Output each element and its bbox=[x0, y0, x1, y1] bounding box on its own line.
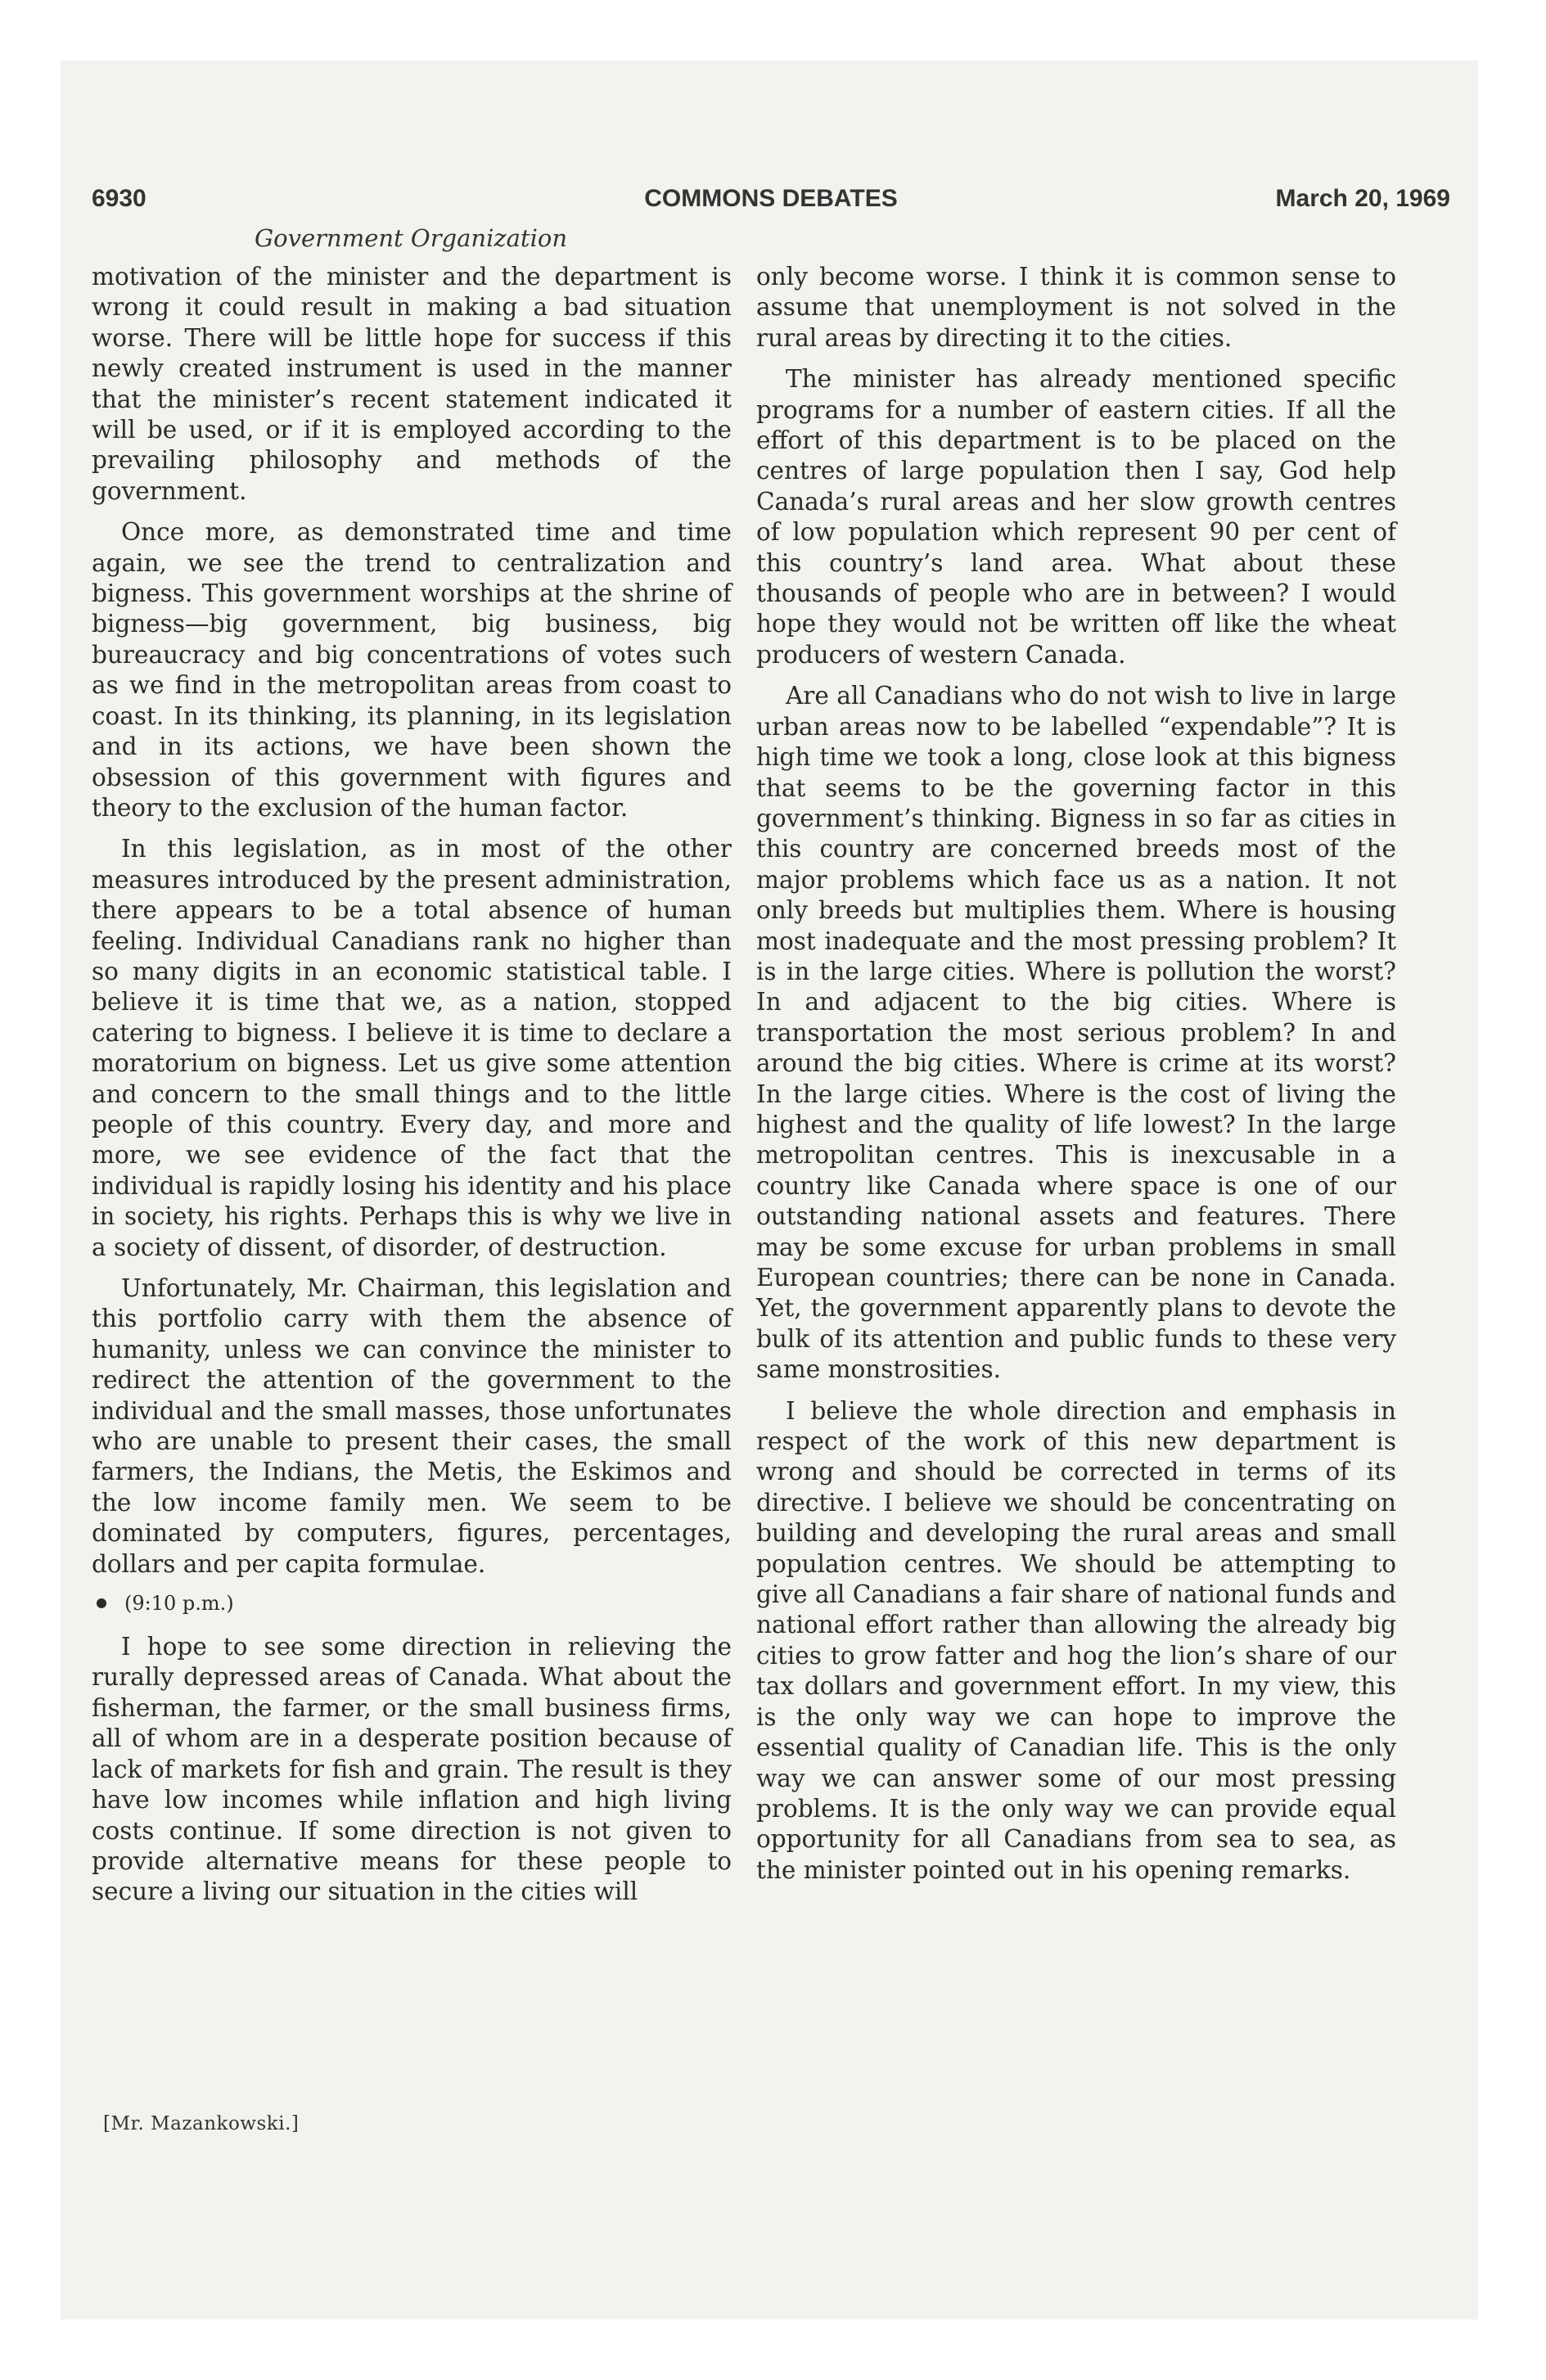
timestamp-text: (9:10 p.m.) bbox=[124, 1592, 234, 1616]
paragraph: Unfortunately, Mr. Chairman, this legislation and this portfolio carry with them the absence of humanity, unless we can convince the minister to redirect the attention of the government to the individual and the small masses, those unfortunates who are unable to present their cases, the small farmers, the Indians, the Metis, the Eskimos and the low income family men. We seem to be dominated by computers, figures, percentages, dollars and per capita formulae. bbox=[92, 1274, 732, 1578]
paragraph: motivation of the minister and the department is wrong it could result in making a bad situation worse. There will be little hope for success if this newly created instrument is used in the manner that the minister’s recent statement indicated it will be used, or if it is employed according to the prevailing philosophy and methods of the government. bbox=[92, 263, 732, 505]
paragraph: only become worse. I think it is common sense to assume that unemployment is not solved in the rural areas by directing it to the cities. bbox=[756, 263, 1396, 352]
header-date: March 20, 1969 bbox=[1275, 185, 1450, 212]
left-column bbox=[92, 262, 732, 1918]
bullet-icon bbox=[97, 1598, 106, 1608]
timestamp bbox=[92, 1591, 732, 1616]
paragraph: I believe the whole direction and emphasis in respect of the work of this new department is wrong and should be corrected in terms of its directive. I believe we should be concentrating on building and developing the rural areas and small population centres. We should be attempting to give all Canadians a fair share of national funds and national effort rather than allowing the already big cities to grow fatter and hog the lion’s share of our tax dollars and government effort. In my view, this is the only way we can hope to improve the essential quality of Canadian life. This is the only way we can answer some of our most pressing problems. It is the only way we can provide equal opportunity for all Canadians from sea to sea, as the minister pointed out in his opening remarks. bbox=[756, 1396, 1396, 1884]
paragraph: Are all Canadians who do not wish to live in large urban areas now to be labelled “expendable”? It is high time we took a long, close look at this bigness that seems to be the governing factor in this government’s thinking. Bigness in so far as cities in this country are concerned breeds most of the major problems which face us as a nation. It not only breeds but multiplies them. Where is housing most inadequate and the most pressing problem? It is in the large cities. Where is pollution the worst? In and adjacent to the big cities. Where is transportation the most serious problem? In and around the big cities. Where is crime at its worst? In the large cities. Where is the cost of living the highest and the quality of life lowest? In the large metropolitan centres. This is inexcusable in a country like Canada where space is one of our outstanding national assets and features. There may be some excuse for urban problems in small European countries; there can be none in Canada. Yet, the government apparently plans to devote the bulk of its attention and public funds to these very same monstrosities. bbox=[756, 682, 1396, 1384]
page-header bbox=[92, 185, 1450, 226]
paragraph: I hope to see some direction in relieving the rurally depressed areas of Canada. What about the fisherman, the farmer, or the small business firms, all of whom are in a desperate position because of lack of markets for fish and grain. The result is they have low incomes while inflation and high living costs continue. If some direction is not given to provide alternative means for these people to secure a living our situation in the cities will bbox=[92, 1633, 732, 1906]
paragraph: The minister has already mentioned specific programs for a number of eastern cities. If all the effort of this department is to be placed on the centres of large population then I say, God help Canada’s rural areas and her slow growth centres of low population which represent 90 per cent of this country’s land area. What about these thousands of people who are in between? I would hope they would not be written off like the wheat producers of western Canada. bbox=[756, 365, 1396, 669]
section-subhead: Government Organization bbox=[255, 224, 567, 252]
speaker-attribution: [Mr. Mazankowski.] bbox=[103, 2113, 300, 2134]
paragraph: In this legislation, as in most of the other measures introduced by the present administration, there appears to be a total absence of human feeling. Individual Canadians rank no higher than so many digits in an economic statistical table. I believe it is time that we, as a nation, stopped catering to bigness. I believe it is time to declare a moratorium on bigness. Let us give some attention and concern to the small things and to the little people of this country. Every day, and more and more, we see evidence of the fact that the individual is rapidly losing his identity and his place in society, his rights. Perhaps this is why we live in a society of dissent, of disorder, of destruction. bbox=[92, 835, 732, 1261]
paragraph: Once more, as demonstrated time and time again, we see the trend to centralization and bigness. This government worships at the shrine of bigness—big government, big business, big bureaucracy and big concentrations of votes such as we find in the metropolitan areas from coast to coast. In its thinking, its planning, in its legislation and in its actions, we have been shown the obsession of this government with figures and theory to the exclusion of the human factor. bbox=[92, 518, 732, 822]
right-column bbox=[756, 262, 1396, 1896]
running-title: COMMONS DEBATES bbox=[644, 185, 898, 212]
page-number: 6930 bbox=[92, 185, 146, 212]
